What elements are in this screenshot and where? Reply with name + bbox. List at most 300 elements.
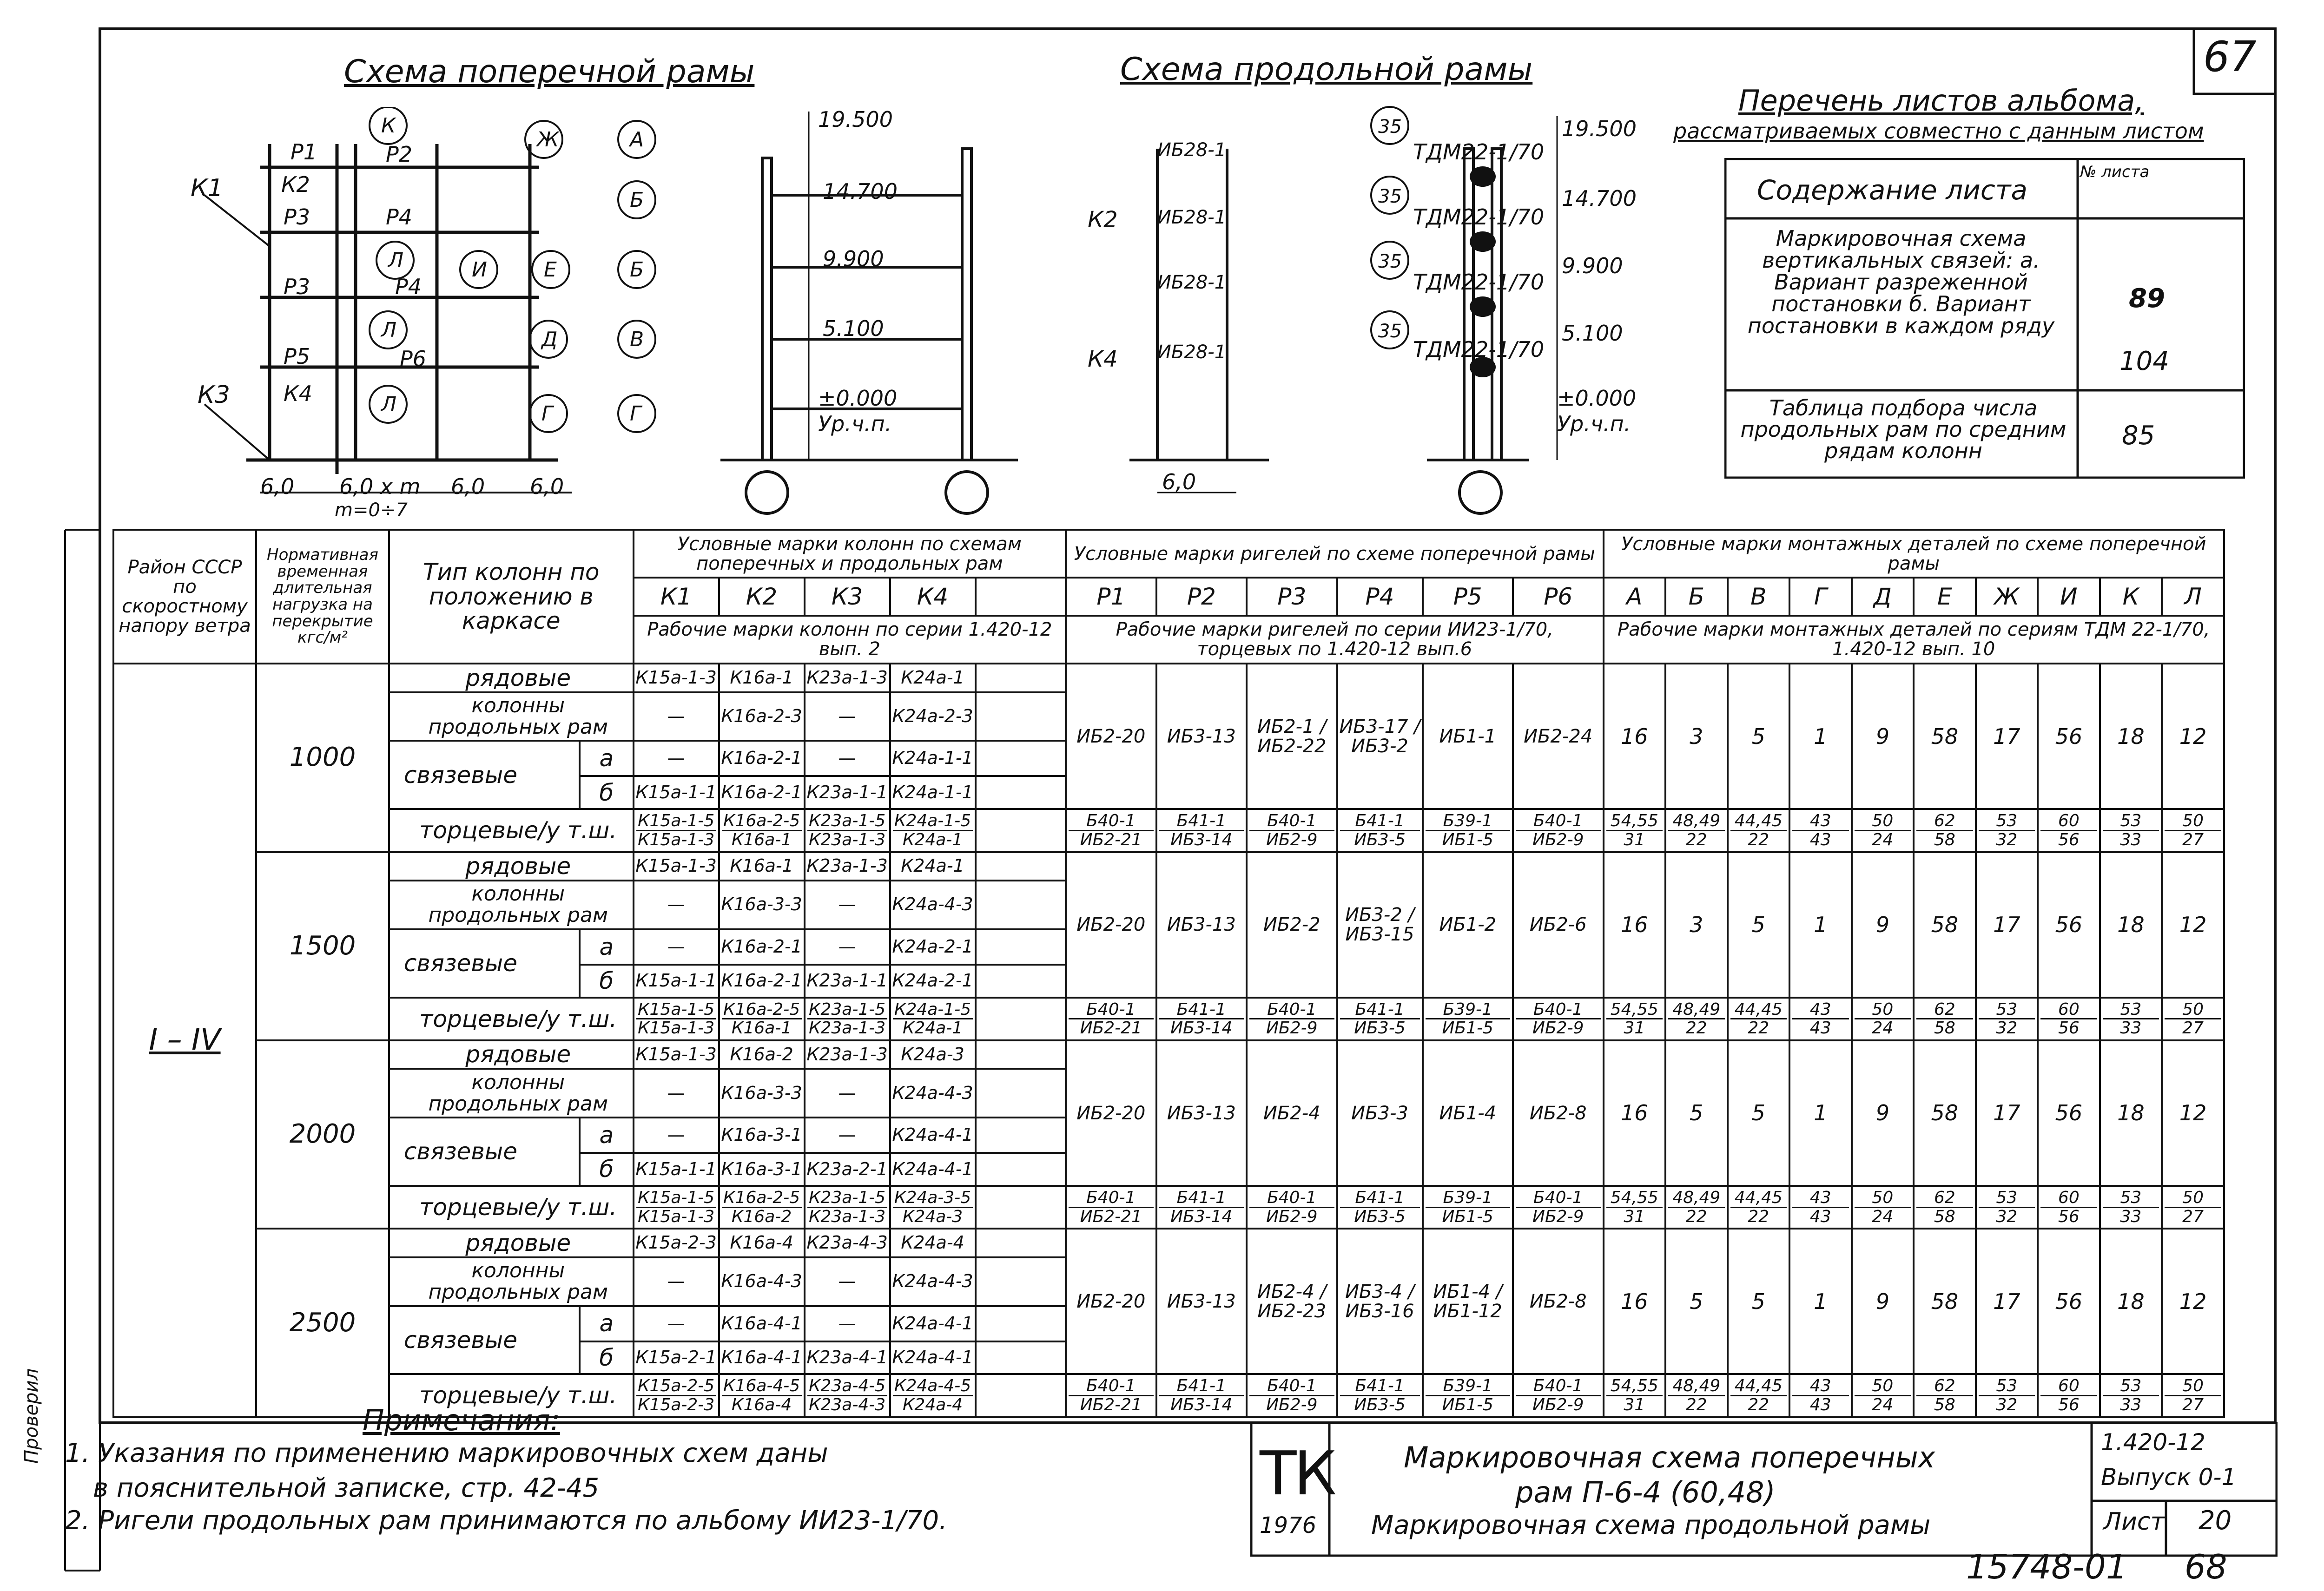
issue-number: Выпуск 0-1 xyxy=(2101,1464,2237,1491)
bottom-number: 15748-01 xyxy=(1966,1547,2127,1586)
label-k4: К4 xyxy=(284,381,312,406)
fraction-bottom: 58 xyxy=(1934,830,1955,849)
detail-code: 1 xyxy=(1789,664,1852,809)
column-code-empty xyxy=(976,1306,1066,1341)
end-detail-code xyxy=(2162,1374,2224,1417)
column-code: К23а-1-3 xyxy=(805,852,890,881)
checked-stamp: Проверил xyxy=(21,1368,42,1464)
fraction-bottom: 27 xyxy=(2182,1395,2204,1415)
column-mark: К3 xyxy=(805,578,890,616)
column-code-empty xyxy=(976,1186,1066,1229)
end-detail-code xyxy=(2100,1374,2162,1417)
end-detail-code xyxy=(1852,809,1914,852)
column-code-end xyxy=(805,998,890,1040)
fraction-bottom: 56 xyxy=(2058,1207,2080,1226)
fraction-bottom: К24а-1 xyxy=(902,830,963,849)
detail-code: 3 xyxy=(1665,664,1728,809)
node-v: В xyxy=(630,328,644,351)
column-code-end xyxy=(890,1374,976,1417)
end-detail-code xyxy=(1604,809,1666,852)
column-code: К24а-4-1 xyxy=(890,1153,976,1186)
fraction-bottom: К15а-2-3 xyxy=(637,1395,715,1415)
column-code: — xyxy=(805,741,890,776)
note-1-line-2: в пояснительной записке, стр. 42-45 xyxy=(93,1473,600,1503)
detail-code: 58 xyxy=(1914,852,1976,998)
beam-code: ИБ2-20 xyxy=(1066,852,1156,998)
beam-code: ИБ3-13 xyxy=(1156,852,1247,998)
fraction-top: К15а-1-5 xyxy=(636,1001,716,1020)
detail-code: 12 xyxy=(2162,664,2224,809)
long-beam-4: ИБ28-1 xyxy=(1157,342,1227,363)
fraction-top: К15а-1-5 xyxy=(636,1189,716,1208)
fraction-bottom: К16а-4 xyxy=(731,1395,792,1415)
sheet-list-row-1-num-1: 89 xyxy=(2129,283,2165,314)
beam-code: ИБ2-1 / ИБ2-22 xyxy=(1247,664,1337,809)
fraction-top: Б41-1 xyxy=(1340,1001,1420,1020)
fraction-top: К23а-1-5 xyxy=(807,1001,887,1020)
sub-details: Рабочие марки монтажных деталей по сериям ТДМ 22-1/70, 1.420-12 вып. 10 xyxy=(1604,616,2224,664)
end-detail-code xyxy=(1976,1374,2038,1417)
sheet-label: Лист xyxy=(2103,1508,2165,1536)
fraction-top: К15а-2-5 xyxy=(636,1377,716,1396)
end-beam-code xyxy=(1156,809,1247,852)
node-g-1: Г xyxy=(541,402,553,426)
column-code: К16а-4-3 xyxy=(719,1257,805,1306)
fraction-bottom: 22 xyxy=(1748,830,1769,849)
end-detail-code xyxy=(2038,809,2100,852)
fraction-bottom: ИБ2-9 xyxy=(1266,1395,1318,1415)
column-code-empty xyxy=(976,809,1066,852)
tk-year: 1976 xyxy=(1260,1512,1317,1538)
column-code: — xyxy=(634,881,719,929)
detail-code: 17 xyxy=(1976,852,2038,998)
level-14700: 14.700 xyxy=(823,179,898,204)
label-k2: К2 xyxy=(281,172,310,197)
long-circle-35-1: 35 xyxy=(1378,116,1402,138)
column-code: К16а-4-1 xyxy=(719,1306,805,1341)
fraction-top: К24а-1-5 xyxy=(893,1001,973,1020)
column-code-empty xyxy=(976,1153,1066,1186)
beam-code: ИБ2-20 xyxy=(1066,664,1156,809)
column-mark: К2 xyxy=(719,578,805,616)
fraction-top: Б39-1 xyxy=(1426,1377,1510,1396)
detail-code: 56 xyxy=(2038,1040,2100,1186)
region-cell: I – IV xyxy=(113,664,256,1417)
fraction-top: К15а-1-5 xyxy=(636,812,716,831)
column-code-end xyxy=(719,1374,805,1417)
beam-code: ИБ3-13 xyxy=(1156,1229,1247,1374)
fraction-top: Б40-1 xyxy=(1516,812,1601,831)
sheet-list-row-1-text: Маркировочная схема вертикальных связей: а. Вариант разреженной постановки б. Вариант постановки в каждом ряду xyxy=(1747,226,2055,338)
detail-code: 18 xyxy=(2100,1229,2162,1374)
fraction-bottom: 56 xyxy=(2058,1395,2080,1415)
fraction-top: 53 xyxy=(2103,1377,2159,1396)
sheet-list-subtitle: рассматриваемых совместно с данным листом xyxy=(1673,118,2204,144)
column-code: К24а-4-3 xyxy=(890,1069,976,1118)
node-b-lower: Б xyxy=(630,258,644,282)
beam-code: ИБ2-8 xyxy=(1513,1040,1604,1186)
fraction-top: К16а-2-5 xyxy=(722,812,802,831)
fraction-top: Б40-1 xyxy=(1516,1001,1601,1020)
column-code: — xyxy=(805,1257,890,1306)
fraction-bottom: 22 xyxy=(1685,1395,1707,1415)
fraction-bottom: ИБ2-21 xyxy=(1080,1207,1142,1226)
node-l-2: Л xyxy=(381,318,397,342)
fraction-bottom: 27 xyxy=(2182,1207,2204,1226)
detail-code: 17 xyxy=(1976,664,2038,809)
fraction-top: Б41-1 xyxy=(1340,1377,1420,1396)
detail-code: 12 xyxy=(2162,852,2224,998)
fraction-bottom: ИБ3-14 xyxy=(1170,1019,1233,1038)
fraction-bottom: ИБ3-5 xyxy=(1354,1207,1406,1226)
fraction-bottom: К24а-3 xyxy=(902,1207,963,1226)
fraction-top: 60 xyxy=(2040,1189,2097,1208)
detail-code: 17 xyxy=(1976,1229,2038,1374)
beam-mark: Р6 xyxy=(1513,578,1604,616)
end-beam-code xyxy=(1513,1186,1604,1229)
fraction-bottom: 22 xyxy=(1685,1207,1707,1226)
end-beam-code xyxy=(1066,1186,1156,1229)
detail-mark: Л xyxy=(2162,578,2224,616)
beam-mark: Р1 xyxy=(1066,578,1156,616)
fraction-bottom: 58 xyxy=(1934,1207,1955,1226)
fraction-top: 44,45 xyxy=(1730,1377,1787,1396)
column-mark-empty xyxy=(976,578,1066,616)
fraction-bottom: 43 xyxy=(1809,1019,1831,1038)
type-row: рядовые xyxy=(389,664,634,692)
column-code-empty xyxy=(976,1040,1066,1069)
fraction-top: 44,45 xyxy=(1730,812,1787,831)
fraction-bottom: 56 xyxy=(2058,1019,2080,1038)
sheet-list-title: Перечень листов альбома, xyxy=(1738,84,2144,118)
fraction-top: Б40-1 xyxy=(1249,1001,1334,1020)
fraction-top: Б41-1 xyxy=(1159,1189,1244,1208)
end-beam-code xyxy=(1513,1374,1604,1417)
end-detail-code xyxy=(1976,809,2038,852)
fraction-bottom: 33 xyxy=(2120,1207,2142,1226)
type-row: рядовые xyxy=(389,1229,634,1257)
type-tie: связевые xyxy=(389,741,580,809)
fraction-top: Б40-1 xyxy=(1516,1377,1601,1396)
level-5100: 5.100 xyxy=(823,316,884,341)
column-code: К24а-2-1 xyxy=(890,929,976,965)
fraction-bottom: ИБ1-5 xyxy=(1442,830,1493,849)
column-code-end xyxy=(890,1186,976,1229)
detail-code: 18 xyxy=(2100,1040,2162,1186)
detail-code: 12 xyxy=(2162,1229,2224,1374)
end-detail-code xyxy=(1665,998,1728,1040)
note-1-line-1: 1. Указания по применению маркировочных схем даны xyxy=(65,1438,828,1468)
column-code-end xyxy=(634,998,719,1040)
fraction-bottom: 22 xyxy=(1685,1019,1707,1038)
label-k3: К3 xyxy=(198,381,231,409)
level-19500: 19.500 xyxy=(818,107,893,132)
fraction-bottom: 32 xyxy=(1996,830,2018,849)
beam-code: ИБ2-2 xyxy=(1247,852,1337,998)
column-code-end xyxy=(890,809,976,852)
title-line-3: Маркировочная схема продольной рамы xyxy=(1371,1510,1931,1540)
fraction-top: К24а-1-5 xyxy=(893,812,973,831)
type-long: колонны продольных рам xyxy=(389,1069,634,1118)
beam-code: ИБ3-2 / ИБ3-15 xyxy=(1337,852,1423,998)
long-label-k2: К2 xyxy=(1088,207,1118,233)
sheet-list-row-2-num: 85 xyxy=(2122,421,2155,451)
fraction-top: 50 xyxy=(1855,812,1911,831)
end-beam-code xyxy=(1423,809,1513,852)
load-cell: 1500 xyxy=(256,852,389,1040)
fraction-bottom: ИБ2-21 xyxy=(1080,1019,1142,1038)
column-code: К24а-4-3 xyxy=(890,1257,976,1306)
column-code: К15а-1-3 xyxy=(634,852,719,881)
fraction-top: 62 xyxy=(1916,812,1973,831)
fraction-top: К16а-2-5 xyxy=(722,1001,802,1020)
column-code: К16а-2-1 xyxy=(719,776,805,809)
fraction-top: 53 xyxy=(2103,1189,2159,1208)
column-code: — xyxy=(805,1118,890,1153)
fraction-bottom: 22 xyxy=(1748,1019,1769,1038)
sub-columns: Рабочие марки колонн по серии 1.420-12 вып. 2 xyxy=(634,616,1066,664)
column-code: К16а-2-1 xyxy=(719,929,805,965)
detail-code: 1 xyxy=(1789,852,1852,998)
label-p4-lower: Р4 xyxy=(395,274,422,299)
detail-mark: И xyxy=(2038,578,2100,616)
detail-code: 5 xyxy=(1665,1040,1728,1186)
column-code: К24а-3 xyxy=(890,1040,976,1069)
end-detail-code xyxy=(2038,1374,2100,1417)
node-zh: Ж xyxy=(537,128,559,151)
end-beam-code xyxy=(1337,1374,1423,1417)
fraction-top: К16а-4-5 xyxy=(722,1377,802,1396)
column-code: — xyxy=(805,1306,890,1341)
end-detail-code xyxy=(1789,1186,1852,1229)
longitudinal-frame-drawing xyxy=(1083,102,1687,520)
detail-mark: К xyxy=(2100,578,2162,616)
column-code-end xyxy=(805,1374,890,1417)
detail-code: 18 xyxy=(2100,852,2162,998)
column-code: К16а-3-3 xyxy=(719,881,805,929)
long-level-0: ±0.000 xyxy=(1557,386,1637,411)
column-code-empty xyxy=(976,1374,1066,1417)
fraction-top: 50 xyxy=(1855,1377,1911,1396)
type-tie: связевые xyxy=(389,1306,580,1374)
column-code: К24а-2-3 xyxy=(890,692,976,741)
header-column-type: Тип колонн по положению в каркасе xyxy=(389,530,634,664)
fraction-bottom: ИБ2-9 xyxy=(1532,830,1584,849)
column-code-empty xyxy=(976,776,1066,809)
end-detail-code xyxy=(1914,1186,1976,1229)
detail-mark: Д xyxy=(1852,578,1914,616)
detail-code: 16 xyxy=(1604,664,1666,809)
detail-code: 5 xyxy=(1665,1229,1728,1374)
fraction-top: Б41-1 xyxy=(1159,812,1244,831)
end-beam-code xyxy=(1337,809,1423,852)
detail-code: 5 xyxy=(1728,852,1790,998)
fraction-top: Б39-1 xyxy=(1426,812,1510,831)
end-detail-code xyxy=(1665,1186,1728,1229)
long-circle-35-3: 35 xyxy=(1378,251,1402,272)
fraction-bottom: ИБ3-5 xyxy=(1354,830,1406,849)
fraction-bottom: ИБ2-9 xyxy=(1266,1207,1318,1226)
end-detail-code xyxy=(1604,1186,1666,1229)
detail-code: 9 xyxy=(1852,1229,1914,1374)
notes-title: Примечания: xyxy=(363,1403,560,1437)
detail-code: 56 xyxy=(2038,664,2100,809)
fraction-top: 43 xyxy=(1792,1001,1849,1020)
fraction-top: 48,49 xyxy=(1668,812,1725,831)
end-beam-code xyxy=(1247,998,1337,1040)
detail-code: 16 xyxy=(1604,852,1666,998)
fraction-top: Б39-1 xyxy=(1426,1001,1510,1020)
fraction-top: 50 xyxy=(2165,1189,2221,1208)
detail-mark: Е xyxy=(1914,578,1976,616)
sheet-list-col-content: Содержание листа xyxy=(1757,174,2028,206)
fraction-top: 48,49 xyxy=(1668,1189,1725,1208)
fraction-bottom: К23а-1-3 xyxy=(808,1207,886,1226)
fraction-top: Б40-1 xyxy=(1249,812,1334,831)
fraction-bottom: ИБ2-9 xyxy=(1532,1207,1584,1226)
note-2: 2. Ригели продольных рам принимаются по альбому ИИ23-1/70. xyxy=(65,1506,947,1536)
fraction-bottom: К16а-1 xyxy=(731,830,792,849)
type-end: торцевые/у т.ш. xyxy=(389,998,634,1040)
type-tie-b: б xyxy=(580,776,634,809)
type-tie-a: а xyxy=(580,1118,634,1153)
end-beam-code xyxy=(1423,1186,1513,1229)
detail-code: 58 xyxy=(1914,664,1976,809)
end-detail-code xyxy=(1914,998,1976,1040)
fraction-bottom: 24 xyxy=(1872,1019,1894,1038)
fraction-top: 54,55 xyxy=(1606,1189,1663,1208)
end-detail-code xyxy=(2162,1186,2224,1229)
fraction-top: Б39-1 xyxy=(1426,1189,1510,1208)
detail-code: 1 xyxy=(1789,1229,1852,1374)
transverse-frame-drawing xyxy=(177,107,688,516)
beam-code: ИБ1-1 xyxy=(1423,664,1513,809)
type-tie-b: б xyxy=(580,965,634,998)
type-tie-a: а xyxy=(580,929,634,965)
dim-3: 6,0 xyxy=(451,474,485,499)
end-detail-code xyxy=(1976,998,2038,1040)
load-cell: 1000 xyxy=(256,664,389,852)
column-code: К24а-4 xyxy=(890,1229,976,1257)
beam-mark: Р3 xyxy=(1247,578,1337,616)
header-details: Условные марки монтажных деталей по схеме поперечной рамы xyxy=(1604,530,2224,578)
type-end: торцевые/у т.ш. xyxy=(389,1374,634,1417)
fraction-bottom: 33 xyxy=(2120,1395,2142,1415)
long-tdm-3: ТДМ22-1/70 xyxy=(1413,270,1545,295)
column-code: К24а-2-1 xyxy=(890,965,976,998)
column-code: К23а-1-1 xyxy=(805,776,890,809)
level-9900: 9.900 xyxy=(823,246,884,271)
column-code: К16а-3-3 xyxy=(719,1069,805,1118)
fraction-top: 54,55 xyxy=(1606,1377,1663,1396)
detail-code: 12 xyxy=(2162,1040,2224,1186)
column-code: К16а-4-1 xyxy=(719,1341,805,1374)
floor-label: Ур.ч.п. xyxy=(818,411,892,436)
header-load: Нормативная временная длительная нагрузка на перекрытие кгс/м² xyxy=(256,530,389,664)
detail-code: 3 xyxy=(1665,852,1728,998)
column-code: К15а-1-1 xyxy=(634,1153,719,1186)
column-code: К23а-1-3 xyxy=(805,664,890,692)
fraction-bottom: ИБ1-5 xyxy=(1442,1395,1493,1415)
end-beam-code xyxy=(1337,998,1423,1040)
long-circle-35-2: 35 xyxy=(1378,186,1402,207)
type-tie-a: а xyxy=(580,741,634,776)
label-p5: Р5 xyxy=(284,344,310,369)
fraction-bottom: ИБ3-5 xyxy=(1354,1019,1406,1038)
type-tie-b: б xyxy=(580,1153,634,1186)
fraction-bottom: 33 xyxy=(2120,830,2142,849)
level-0: ±0.000 xyxy=(818,386,898,411)
fraction-top: 44,45 xyxy=(1730,1189,1787,1208)
column-code-end xyxy=(805,809,890,852)
column-code: К16а-4 xyxy=(719,1229,805,1257)
column-code: К15а-1-3 xyxy=(634,664,719,692)
end-detail-code xyxy=(1976,1186,2038,1229)
detail-code: 16 xyxy=(1604,1040,1666,1186)
detail-code: 9 xyxy=(1852,852,1914,998)
end-detail-code xyxy=(1789,998,1852,1040)
end-detail-code xyxy=(1852,998,1914,1040)
fraction-top: 60 xyxy=(2040,812,2097,831)
dim-m: m=0÷7 xyxy=(335,500,408,521)
column-code-end xyxy=(634,1374,719,1417)
fraction-bottom: ИБ3-14 xyxy=(1170,1207,1233,1226)
fraction-top: 53 xyxy=(1979,812,2035,831)
header-beams: Условные марки ригелей по схеме поперечной рамы xyxy=(1066,530,1603,578)
fraction-top: Б40-1 xyxy=(1069,1001,1153,1020)
fraction-top: 53 xyxy=(1979,1189,2035,1208)
fraction-bottom: 24 xyxy=(1872,1207,1894,1226)
fraction-top: Б40-1 xyxy=(1249,1377,1334,1396)
column-code-empty xyxy=(976,881,1066,929)
fraction-bottom: К23а-1-3 xyxy=(808,1019,886,1038)
node-l-3: Л xyxy=(381,393,397,416)
end-beam-code xyxy=(1247,1186,1337,1229)
column-code: — xyxy=(634,1306,719,1341)
fraction-top: К23а-4-5 xyxy=(807,1377,887,1396)
fraction-bottom: К16а-2 xyxy=(731,1207,792,1226)
column-code: К23а-1-1 xyxy=(805,965,890,998)
detail-mark: Г xyxy=(1789,578,1852,616)
column-code-end xyxy=(634,809,719,852)
fraction-bottom: 43 xyxy=(1809,1207,1831,1226)
column-code-end xyxy=(890,998,976,1040)
detail-code: 9 xyxy=(1852,664,1914,809)
detail-code: 58 xyxy=(1914,1040,1976,1186)
end-beam-code xyxy=(1423,1374,1513,1417)
end-detail-code xyxy=(2100,998,2162,1040)
column-code: К16а-3-1 xyxy=(719,1153,805,1186)
node-g-2: Г xyxy=(630,402,641,426)
sheet-number: 67 xyxy=(2203,33,2257,81)
fraction-top: К24а-3-5 xyxy=(893,1189,973,1208)
detail-code: 5 xyxy=(1728,1229,1790,1374)
end-detail-code xyxy=(2162,809,2224,852)
beam-code: ИБ3-13 xyxy=(1156,664,1247,809)
beam-code: ИБ2-20 xyxy=(1066,1229,1156,1374)
long-beam-2: ИБ28-1 xyxy=(1157,207,1227,228)
column-code-empty xyxy=(976,741,1066,776)
type-end: торцевые/у т.ш. xyxy=(389,1186,634,1229)
beam-code: ИБ3-3 xyxy=(1337,1040,1423,1186)
fraction-top: 60 xyxy=(2040,1377,2097,1396)
column-code: К24а-4-1 xyxy=(890,1306,976,1341)
column-code-empty xyxy=(976,965,1066,998)
fraction-top: 54,55 xyxy=(1606,1001,1663,1020)
column-code: — xyxy=(805,692,890,741)
fraction-bottom: 58 xyxy=(1934,1019,1955,1038)
detail-code: 9 xyxy=(1852,1040,1914,1186)
